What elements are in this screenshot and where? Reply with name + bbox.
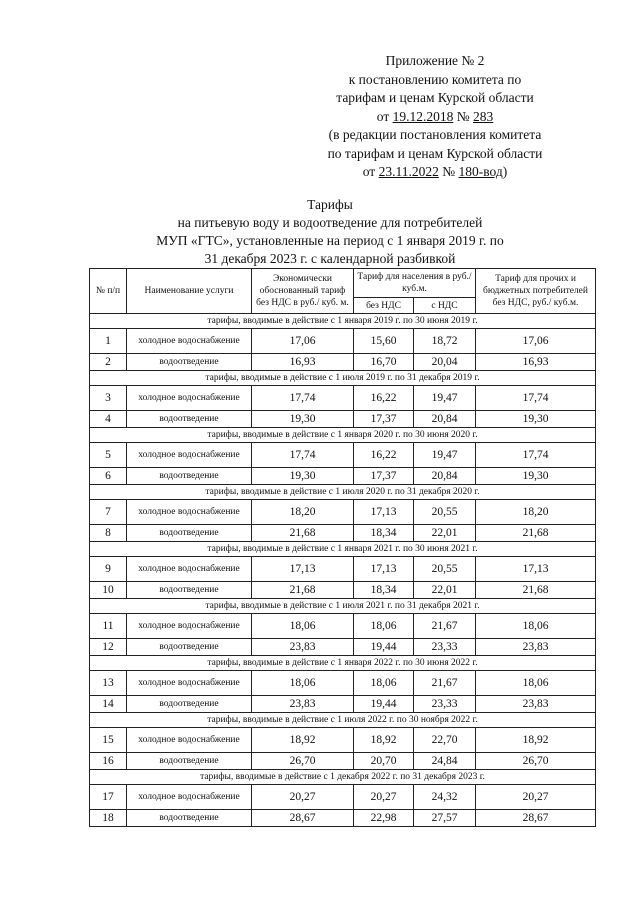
- table-row: [90, 696, 596, 713]
- others-tariff-value: 19,30: [476, 468, 596, 485]
- population-no-vat-value: 16,22: [354, 386, 414, 411]
- economic-tariff-value: 21,68: [252, 582, 354, 599]
- population-vat-value: 19,47: [414, 386, 476, 411]
- others-tariff-value: 26,70: [476, 753, 596, 770]
- population-vat-value: 23,33: [414, 639, 476, 656]
- service-name: водоотведение: [127, 753, 252, 770]
- others-tariff-value: 19,30: [476, 411, 596, 428]
- economic-tariff-value: 23,83: [252, 696, 354, 713]
- row-number: 5: [90, 443, 127, 468]
- others-tariff-value: 18,06: [476, 614, 596, 639]
- table-row: [90, 639, 596, 656]
- appendix-line-3: тарифам и ценам Курской области: [336, 90, 534, 105]
- row-number: 14: [90, 696, 127, 713]
- table-row: [90, 525, 596, 542]
- tariff-table: [89, 268, 596, 827]
- period-row: [90, 713, 596, 728]
- period-label: тарифы, вводимые в действие с 1 июля 2022 г. по 30 ноября 2022 г.: [90, 713, 596, 728]
- service-name: водоотведение: [127, 468, 252, 485]
- appendix-num-sign-2: №: [442, 164, 456, 179]
- service-name: холодное водоснабжение: [127, 785, 252, 810]
- table-row: [90, 810, 596, 827]
- economic-tariff-value: 19,30: [252, 411, 354, 428]
- population-no-vat-value: 20,70: [354, 753, 414, 770]
- economic-tariff-value: 21,68: [252, 525, 354, 542]
- title-line-3: МУП «ГТС», установленные на период с 1 января 2019 г. по: [156, 233, 504, 248]
- service-name: холодное водоснабжение: [127, 557, 252, 582]
- title-line-4: 31 декабря 2023 г. с календарной разбивкой: [204, 251, 456, 266]
- service-name: водоотведение: [127, 639, 252, 656]
- population-no-vat-value: 17,37: [354, 411, 414, 428]
- economic-tariff-value: 20,27: [252, 785, 354, 810]
- service-name: холодное водоснабжение: [127, 614, 252, 639]
- economic-tariff-value: 19,30: [252, 468, 354, 485]
- row-number: 1: [90, 329, 127, 354]
- population-vat-value: 22,01: [414, 525, 476, 542]
- population-no-vat-value: 18,34: [354, 525, 414, 542]
- others-tariff-value: 17,74: [476, 443, 596, 468]
- population-vat-value: 19,47: [414, 443, 476, 468]
- table-row: [90, 500, 596, 525]
- header-population-tariff: Тариф для населения в руб./ куб.м.: [354, 269, 476, 298]
- period-row: [90, 314, 596, 329]
- population-no-vat-value: 15,60: [354, 329, 414, 354]
- service-name: водоотведение: [127, 354, 252, 371]
- title-line-2: на питьевую воду и водоотведение для потребителей: [177, 215, 483, 230]
- others-tariff-value: 18,20: [476, 500, 596, 525]
- row-number: 8: [90, 525, 127, 542]
- table-row: [90, 582, 596, 599]
- others-tariff-value: 16,93: [476, 354, 596, 371]
- economic-tariff-value: 16,93: [252, 354, 354, 371]
- header-economic-tariff: Экономически обоснованный тариф без НДС в руб./ куб. м.: [252, 269, 354, 314]
- others-tariff-value: 18,06: [476, 671, 596, 696]
- period-label: тарифы, вводимые в действие с 1 января 2022 г. по 30 июня 2022 г.: [90, 656, 596, 671]
- row-number: 16: [90, 753, 127, 770]
- others-tariff-value: 21,68: [476, 525, 596, 542]
- period-label: тарифы, вводимые в действие с 1 января 2019 г. по 30 июня 2019 г.: [90, 314, 596, 329]
- period-label: тарифы, вводимые в действие с 1 июля 2021 г. по 31 декабря 2021 г.: [90, 599, 596, 614]
- population-vat-value: 18,72: [414, 329, 476, 354]
- appendix-from-word-2: от: [362, 164, 376, 179]
- appendix-close-paren: ): [502, 164, 508, 179]
- period-row: [90, 656, 596, 671]
- period-row: [90, 770, 596, 785]
- others-tariff-value: 17,74: [476, 386, 596, 411]
- population-no-vat-value: 20,27: [354, 785, 414, 810]
- others-tariff-value: 18,92: [476, 728, 596, 753]
- appendix-from-word: от: [376, 108, 390, 124]
- row-number: 6: [90, 468, 127, 485]
- service-name: водоотведение: [127, 411, 252, 428]
- others-tariff-value: 21,68: [476, 582, 596, 599]
- appendix-num-sign-1: №: [456, 108, 470, 124]
- title-line-1: Тарифы: [307, 197, 353, 212]
- period-row: [90, 485, 596, 500]
- appendix-line-2: к постановлению комитета по: [348, 71, 522, 87]
- row-number: 9: [90, 557, 127, 582]
- service-name: холодное водоснабжение: [127, 329, 252, 354]
- population-no-vat-value: 17,13: [354, 557, 414, 582]
- appendix-num-1: 283: [473, 108, 494, 124]
- others-tariff-value: 23,83: [476, 696, 596, 713]
- header-service: Наименование услуги: [127, 269, 252, 314]
- row-number: 17: [90, 785, 127, 810]
- economic-tariff-value: 17,06: [252, 329, 354, 354]
- appendix-line-6: по тарифам и ценам Курской области: [327, 145, 543, 161]
- row-number: 12: [90, 639, 127, 656]
- table-row: [90, 785, 596, 810]
- table-row: [90, 443, 596, 468]
- header-num: № п/п: [90, 269, 127, 314]
- population-vat-value: 21,67: [414, 671, 476, 696]
- appendix-block: [300, 52, 570, 182]
- table-row: [90, 753, 596, 770]
- table-row: [90, 468, 596, 485]
- population-vat-value: 20,04: [414, 354, 476, 371]
- population-vat-value: 20,84: [414, 468, 476, 485]
- appendix-line-5: (в редакции постановления комитета: [328, 127, 542, 142]
- appendix-date-2: 23.11.2022: [378, 164, 439, 179]
- period-row: [90, 542, 596, 557]
- table-row: [90, 671, 596, 696]
- period-label: тарифы, вводимые в действие с 1 декабря 2022 г. по 31 декабря 2023 г.: [90, 770, 596, 785]
- tariff-table-body: [90, 314, 596, 827]
- economic-tariff-value: 28,67: [252, 810, 354, 827]
- row-number: 18: [90, 810, 127, 827]
- period-label: тарифы, вводимые в действие с 1 января 2021 г. по 30 июня 2021 г.: [90, 542, 596, 557]
- population-no-vat-value: 17,37: [354, 468, 414, 485]
- appendix-date-1: 19.12.2018: [392, 108, 454, 124]
- table-row: [90, 329, 596, 354]
- table-row: [90, 614, 596, 639]
- population-no-vat-value: 18,34: [354, 582, 414, 599]
- table-row: [90, 728, 596, 753]
- population-vat-value: 20,55: [414, 500, 476, 525]
- service-name: холодное водоснабжение: [127, 728, 252, 753]
- economic-tariff-value: 17,13: [252, 557, 354, 582]
- population-no-vat-value: 18,06: [354, 671, 414, 696]
- service-name: водоотведение: [127, 696, 252, 713]
- period-label: тарифы, вводимые в действие с 1 июля 2019 г. по 31 декабря 2019 г.: [90, 371, 596, 386]
- population-no-vat-value: 17,13: [354, 500, 414, 525]
- population-vat-value: 21,67: [414, 614, 476, 639]
- others-tariff-value: 17,13: [476, 557, 596, 582]
- population-no-vat-value: 16,22: [354, 443, 414, 468]
- header-population-vat: с НДС: [414, 298, 476, 314]
- others-tariff-value: 28,67: [476, 810, 596, 827]
- population-vat-value: 22,70: [414, 728, 476, 753]
- service-name: водоотведение: [127, 810, 252, 827]
- population-no-vat-value: 18,92: [354, 728, 414, 753]
- economic-tariff-value: 17,74: [252, 443, 354, 468]
- period-row: [90, 599, 596, 614]
- period-row: [90, 428, 596, 443]
- table-row: [90, 411, 596, 428]
- population-no-vat-value: 22,98: [354, 810, 414, 827]
- row-number: 10: [90, 582, 127, 599]
- economic-tariff-value: 18,06: [252, 671, 354, 696]
- population-no-vat-value: 18,06: [354, 614, 414, 639]
- row-number: 3: [90, 386, 127, 411]
- population-vat-value: 24,32: [414, 785, 476, 810]
- others-tariff-value: 20,27: [476, 785, 596, 810]
- population-vat-value: 24,84: [414, 753, 476, 770]
- economic-tariff-value: 18,06: [252, 614, 354, 639]
- row-number: 13: [90, 671, 127, 696]
- others-tariff-value: 17,06: [476, 329, 596, 354]
- economic-tariff-value: 17,74: [252, 386, 354, 411]
- appendix-line-7: [300, 163, 570, 182]
- document-title: [100, 196, 560, 268]
- service-name: водоотведение: [127, 525, 252, 542]
- population-vat-value: 20,84: [414, 411, 476, 428]
- population-no-vat-value: 19,44: [354, 639, 414, 656]
- population-vat-value: 22,01: [414, 582, 476, 599]
- service-name: холодное водоснабжение: [127, 500, 252, 525]
- population-no-vat-value: 16,70: [354, 354, 414, 371]
- service-name: холодное водоснабжение: [127, 671, 252, 696]
- header-population-no-vat: без НДС: [354, 298, 414, 314]
- table-row: [90, 386, 596, 411]
- population-no-vat-value: 19,44: [354, 696, 414, 713]
- table-row: [90, 354, 596, 371]
- period-label: тарифы, вводимые в действие с 1 января 2020 г. по 30 июня 2020 г.: [90, 428, 596, 443]
- service-name: водоотведение: [127, 582, 252, 599]
- row-number: 15: [90, 728, 127, 753]
- appendix-num-2: 180-вод: [458, 164, 503, 179]
- economic-tariff-value: 18,20: [252, 500, 354, 525]
- appendix-line-4: [300, 108, 570, 127]
- population-vat-value: 20,55: [414, 557, 476, 582]
- economic-tariff-value: 18,92: [252, 728, 354, 753]
- period-label: тарифы, вводимые в действие с 1 июля 2020 г. по 31 декабря 2020 г.: [90, 485, 596, 500]
- period-row: [90, 371, 596, 386]
- table-row: [90, 557, 596, 582]
- row-number: 11: [90, 614, 127, 639]
- economic-tariff-value: 26,70: [252, 753, 354, 770]
- service-name: холодное водоснабжение: [127, 386, 252, 411]
- economic-tariff-value: 23,83: [252, 639, 354, 656]
- appendix-line-1: Приложение № 2: [385, 53, 485, 68]
- row-number: 4: [90, 411, 127, 428]
- population-vat-value: 27,57: [414, 810, 476, 827]
- population-vat-value: 23,33: [414, 696, 476, 713]
- row-number: 7: [90, 500, 127, 525]
- service-name: холодное водоснабжение: [127, 443, 252, 468]
- row-number: 2: [90, 354, 127, 371]
- others-tariff-value: 23,83: [476, 639, 596, 656]
- header-others-tariff: Тариф для прочих и бюджетных потребителей без НДС, руб./ куб.м.: [476, 269, 596, 314]
